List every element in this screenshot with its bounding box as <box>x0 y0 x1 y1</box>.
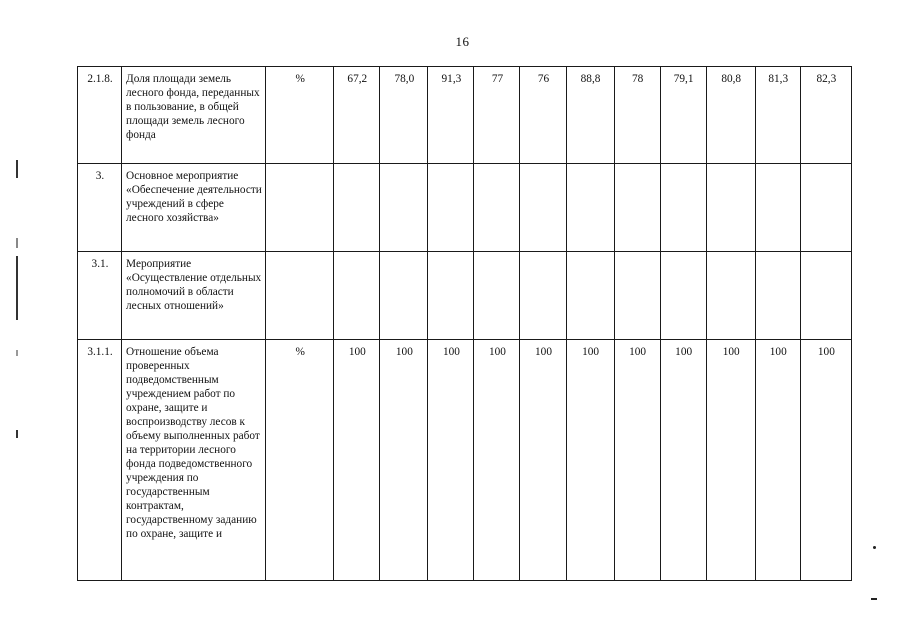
value-cell: 100 <box>334 340 380 581</box>
table-row <box>78 340 852 581</box>
value-cell <box>660 164 706 252</box>
margin-mark <box>16 256 18 320</box>
value-cell: 100 <box>800 340 851 581</box>
value-cell <box>380 252 428 340</box>
value-cell <box>380 164 428 252</box>
value-cell: 78,0 <box>380 67 428 164</box>
table-row <box>78 164 852 252</box>
value-cell <box>755 252 800 340</box>
indicator-name-cell: Мероприятие «Осуществление отдельных полномочий в области лесных отношений» <box>122 252 266 340</box>
value-cell <box>706 164 755 252</box>
value-cell: 76 <box>520 67 566 164</box>
indicator-name-cell: Доля площади земель лесного фонда, переданных в пользование, в общей площади земель лесного фонда <box>122 67 266 164</box>
value-cell: 82,3 <box>800 67 851 164</box>
value-cell: 80,8 <box>706 67 755 164</box>
scan-margin-marks <box>16 160 22 450</box>
scan-dot <box>873 546 876 549</box>
value-cell: 81,3 <box>755 67 800 164</box>
value-cell <box>614 252 660 340</box>
indicators-table <box>77 66 852 581</box>
value-cell <box>614 164 660 252</box>
margin-mark <box>16 238 18 248</box>
value-cell: 79,1 <box>660 67 706 164</box>
value-cell <box>800 164 851 252</box>
value-cell: 78 <box>614 67 660 164</box>
value-cell: 100 <box>380 340 428 581</box>
value-cell <box>474 252 520 340</box>
scan-dash <box>871 598 877 600</box>
table-body <box>78 67 852 581</box>
value-cell <box>660 252 706 340</box>
table-row <box>78 252 852 340</box>
value-cell: 67,2 <box>334 67 380 164</box>
value-cell: 100 <box>566 340 614 581</box>
indicator-name-cell: Отношение объема проверенных подведомственным учреждением работ по охране, защите и воспроизводству лесов к объему выполненных работ на территории лесного фонда подведомственного учреждения по государственным контрактам, государственному заданию по охране, защите и <box>122 340 266 581</box>
value-cell <box>520 164 566 252</box>
row-number-cell: 2.1.8. <box>78 67 122 164</box>
value-cell <box>334 252 380 340</box>
value-cell <box>755 164 800 252</box>
unit-cell <box>266 252 334 340</box>
value-cell <box>566 252 614 340</box>
value-cell: 100 <box>428 340 474 581</box>
value-cell: 100 <box>474 340 520 581</box>
margin-mark <box>16 430 18 438</box>
value-cell: 77 <box>474 67 520 164</box>
value-cell: 88,8 <box>566 67 614 164</box>
value-cell <box>800 252 851 340</box>
page-number: 16 <box>455 34 470 49</box>
row-number-cell: 3. <box>78 164 122 252</box>
value-cell <box>428 164 474 252</box>
value-cell <box>474 164 520 252</box>
value-cell: 100 <box>614 340 660 581</box>
table-row <box>78 67 852 164</box>
unit-cell: % <box>266 340 334 581</box>
unit-cell: % <box>266 67 334 164</box>
value-cell: 91,3 <box>428 67 474 164</box>
value-cell <box>428 252 474 340</box>
row-number-cell: 3.1. <box>78 252 122 340</box>
value-cell: 100 <box>706 340 755 581</box>
value-cell: 100 <box>520 340 566 581</box>
value-cell: 100 <box>755 340 800 581</box>
indicator-name-cell: Основное мероприятие «Обеспечение деятельности учреждений в сфере лесного хозяйства» <box>122 164 266 252</box>
value-cell: 100 <box>660 340 706 581</box>
value-cell <box>334 164 380 252</box>
margin-mark <box>16 350 18 356</box>
unit-cell <box>266 164 334 252</box>
value-cell <box>566 164 614 252</box>
value-cell <box>520 252 566 340</box>
value-cell <box>706 252 755 340</box>
margin-mark <box>16 160 18 178</box>
row-number-cell: 3.1.1. <box>78 340 122 581</box>
